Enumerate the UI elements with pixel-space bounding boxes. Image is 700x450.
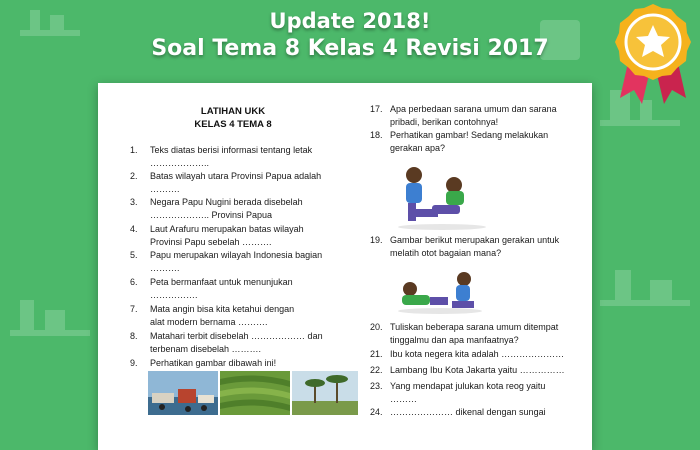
illustration-leg-exercise: [396, 267, 484, 315]
award-badge-icon: [612, 2, 694, 106]
banner-title-line1: Update 2018!: [269, 9, 431, 33]
question-number: 23.: [370, 381, 383, 391]
question-number: 19.: [370, 235, 383, 245]
banner-title: [0, 8, 700, 63]
question-text: Provinsi Papu sebelah ……….: [150, 236, 272, 247]
question-number: 3.: [130, 197, 138, 207]
question-4: [130, 223, 355, 249]
question-text: ………………..: [150, 157, 210, 168]
question-22: [370, 364, 595, 378]
question-number: 20.: [370, 322, 383, 332]
question-number: 17.: [370, 104, 383, 114]
question-text: Matahari terbit disebelah ……………… dan: [150, 331, 323, 341]
question-number: 24.: [370, 407, 383, 417]
question-text: ……….: [150, 183, 180, 194]
question-9: [130, 357, 355, 371]
question-3: [130, 196, 355, 222]
exam-paper: [98, 83, 592, 450]
question-number: 1.: [130, 145, 138, 155]
question-text: Yang mendapat julukan kota reog yaitu: [390, 381, 546, 391]
question-text: pribadi, berikan contohnya!: [390, 116, 499, 127]
question-8: [130, 330, 355, 356]
question-text: ………: [390, 393, 417, 404]
question-text: Tuliskan beberapa sarana umum ditempat: [390, 322, 559, 332]
question-number: 8.: [130, 331, 138, 341]
question-text: …………….: [150, 289, 198, 300]
question-text: Peta bermanfaat untuk menunjukan: [150, 277, 293, 287]
question-text: ………………… dikenal dengan sungai: [390, 407, 546, 417]
illustration-situp-exercise: [396, 161, 488, 231]
photo-rice-terraces: [220, 371, 290, 415]
question-23: [370, 380, 595, 406]
question-text: Teks diatas berisi informasi tentang letak: [150, 145, 313, 155]
question-number: 18.: [370, 130, 383, 140]
question-number: 6.: [130, 277, 138, 287]
question-6: [130, 276, 355, 302]
question-text: Perhatikan gambar! Sedang melakukan: [390, 130, 549, 140]
photo-harbor-boats: [148, 371, 218, 415]
question-text: Apa perbedaan sarana umum dan sarana: [390, 104, 557, 114]
exam-heading: [138, 105, 328, 131]
question-24: [370, 406, 595, 420]
exam-heading-line2: KELAS 4 TEMA 8: [194, 119, 272, 130]
question-5: [130, 249, 355, 275]
question-21: [370, 348, 595, 362]
question-2: [130, 170, 355, 196]
question-text: Lambang Ibu Kota Jakarta yaitu ……………: [390, 365, 565, 375]
question-text: Laut Arafuru merupakan batas wilayah: [150, 224, 304, 234]
question-number: 4.: [130, 224, 138, 234]
question-text: Ibu kota negera kita adalah …………………: [390, 349, 565, 359]
question-text: Gambar berikut merupakan gerakan untuk: [390, 235, 560, 245]
question-text: Perhatikan gambar dibawah ini!: [150, 358, 277, 368]
question-text: Batas wilayah utara Provinsi Papua adalah: [150, 171, 322, 181]
question-17: [370, 103, 595, 129]
question-1: [130, 144, 355, 170]
question-text: Mata angin bisa kita ketahui dengan: [150, 304, 295, 314]
question-text: melatih otot bagaian mana?: [390, 247, 502, 258]
banner-title-line2: Soal Tema 8 Kelas 4 Revisi 2017: [151, 36, 549, 61]
question-number: 5.: [130, 250, 138, 260]
question-7: [130, 303, 355, 329]
question-number: 2.: [130, 171, 138, 181]
question-text: Papu merupakan wilayah Indonesia bagian: [150, 250, 323, 260]
question-text: ……….: [150, 262, 180, 273]
question-text: ……………….. Provinsi Papua: [150, 209, 273, 220]
question-19: [370, 234, 595, 260]
photo-palm-beach: [292, 371, 358, 415]
question-text: Negara Papu Nugini berada disebelah: [150, 197, 303, 207]
question-text: tinggalmu dan apa manfaatnya?: [390, 334, 519, 345]
question-text: terbenam disebelah ……….: [150, 343, 262, 354]
question-number: 7.: [130, 304, 138, 314]
question-text: gerakan apa?: [390, 142, 446, 153]
question-18: [370, 129, 595, 155]
question-20: [370, 321, 595, 347]
question-number: 21.: [370, 349, 383, 359]
exam-heading-line1: LATIHAN UKK: [200, 106, 266, 117]
question-text: alat modern bernama ……….: [150, 316, 268, 327]
question-number: 22.: [370, 365, 383, 375]
question-number: 9.: [130, 358, 138, 368]
